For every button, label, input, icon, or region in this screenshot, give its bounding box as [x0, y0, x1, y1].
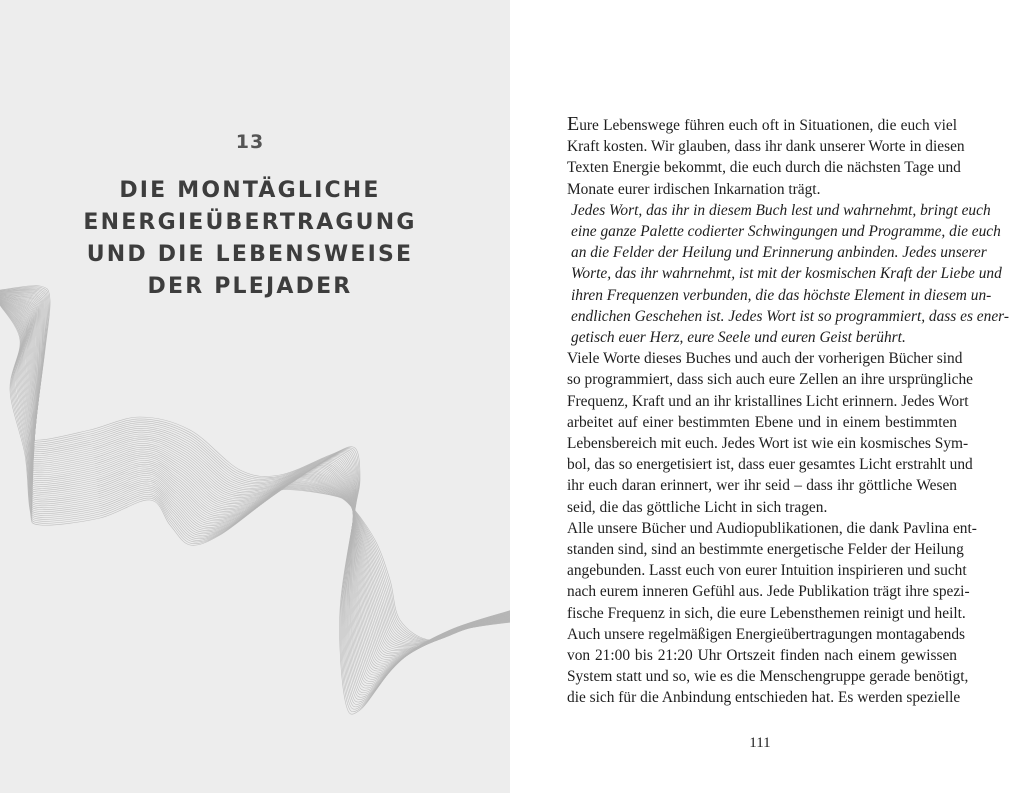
- paragraph-2-italic: Jedes Wort, das ihr in diesem Buch lest und wahrnehmt, bringt euch eine ganze Palette codierter Schwingungen und Programme, die euch an die Felder der Heilung und Erinnerung anbinden. Jedes unserer Worte, das ihr wahrnehmt, ist mit der kosmischen Kraft der Liebe und ihren Frequenzen verbunden, die das höchste Element in diesem un- endlichen Geschehen ist. Jedes Wort ist so programmiert, dass es ener- getisch euer Herz, eure Seele und euren Geist berührt.: [571, 201, 1009, 347]
- body-text: [567, 113, 1009, 709]
- wave-lines-illustration: [0, 280, 510, 720]
- paragraph-5: Auch unsere regelmäßigen Energieübertragungen montagabends von 21:00 bis 21:20 Uhr Ortszeit finden nach einem gewissen System statt und so, wie es die Menschengruppe gerade benötigt, die sich für die Anbindung entschieden hat. Es werden spezielle: [567, 625, 969, 707]
- chapter-title-line: ENERGIEÜBERTRAGUNG: [83, 210, 417, 235]
- paragraph-4: Alle unsere Bücher und Audiopublikationen, die dank Pavlina ent- standen sind, sind an bestimmte energetische Felder der Heilung angebunden. Lasst euch von eurer Intuition inspirieren und sucht nach eurem inneren Gefühl aus. Jede Publikation trägt ihre spezi- fische Frequenz in sich, die eure Lebensthemen reinigt und heilt.: [567, 519, 977, 622]
- chapter-title-line: UND DIE LEBENSWEISE: [86, 242, 414, 267]
- page-number: 111: [749, 735, 771, 751]
- chapter-title-line: DIE MONTÄGLICHE: [119, 178, 381, 203]
- chapter-title-line: DER PLEJADER: [147, 274, 353, 299]
- paragraph-1: Eure Lebenswege führen euch oft in Situationen, die euch viel Kraft kosten. Wir glauben, dass ihr dank unserer Worte in diesen Texten Energie bekommt, die euch durch die nächsten Tage und Monate eurer irdischen Inkarnation trägt.: [567, 113, 965, 198]
- chapter-number: 13: [235, 131, 265, 153]
- dropcap: E: [567, 113, 580, 135]
- paragraph-3: Viele Worte dieses Buches und auch der vorherigen Bücher sind so programmiert, dass sich auch eure Zellen an ihre ursprüngliche Frequenz, Kraft und an ihr kristallines Licht erinnern. Jedes Wort arbeitet auf einer bestimmten Ebene und in einem bestimmten Lebensbereich mit euch. Jedes Wort ist wie ein kosmisches Sym- bol, das so energetisiert ist, dass euer gesamtes Licht erstrahlt und ihr euch daran erinnert, wer ihr seid – dass ihr göttliche Wesen seid, die das göttliche Licht in sich tragen.: [567, 350, 974, 516]
